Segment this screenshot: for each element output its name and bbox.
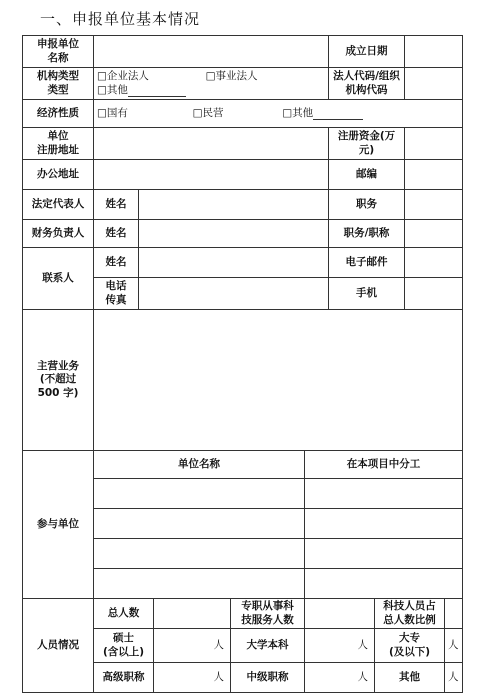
finance-head-position-label: 职务/职称 xyxy=(329,220,405,248)
checkbox-private[interactable]: □民营 xyxy=(192,106,224,119)
participant-name-cell[interactable] xyxy=(94,539,305,569)
senior-title-count[interactable]: 人 xyxy=(154,663,231,693)
legal-rep-position-field[interactable] xyxy=(405,190,463,220)
registered-capital-label: 注册资金(万元) xyxy=(329,128,405,160)
contact-mobile-field[interactable] xyxy=(405,278,463,310)
legal-rep-position-label: 职务 xyxy=(329,190,405,220)
college-degree-count[interactable]: 人 xyxy=(445,629,463,663)
tech-staff-ratio-field[interactable] xyxy=(445,599,463,629)
other-type-blank[interactable] xyxy=(128,86,186,97)
participant-name-cell[interactable] xyxy=(94,569,305,599)
participant-role-cell[interactable] xyxy=(305,569,463,599)
middle-title-count[interactable]: 人 xyxy=(305,663,375,693)
office-address-field[interactable] xyxy=(94,160,329,190)
legal-representative-label: 法定代表人 xyxy=(23,190,94,220)
contact-mobile-label: 手机 xyxy=(329,278,405,310)
other-title-label: 其他 xyxy=(375,663,445,693)
main-business-field[interactable] xyxy=(94,310,463,451)
total-staff-field[interactable] xyxy=(154,599,231,629)
registered-address-label: 单位 注册地址 xyxy=(23,128,94,160)
other-title-count[interactable]: 人 xyxy=(445,663,463,693)
org-type-options xyxy=(94,68,329,100)
contact-phone-fax-label: 电话 传真 xyxy=(94,278,139,310)
basic-info-table xyxy=(22,35,463,693)
tech-service-staff-label: 专职从事科 技服务人数 xyxy=(231,599,305,629)
finance-head-label: 财务负责人 xyxy=(23,220,94,248)
contact-person-label: 联系人 xyxy=(23,248,94,310)
participant-role-header: 在本项目中分工 xyxy=(305,451,463,479)
master-degree-count[interactable]: 人 xyxy=(154,629,231,663)
middle-title-label: 中级职称 xyxy=(231,663,305,693)
unit-name-label: 申报单位 名称 xyxy=(23,36,94,68)
legal-rep-name-label: 姓名 xyxy=(94,190,139,220)
contact-email-field[interactable] xyxy=(405,248,463,278)
registered-address-field[interactable] xyxy=(94,128,329,160)
finance-head-name-field[interactable] xyxy=(139,220,329,248)
legal-code-label: 法人代码/组织 机构代码 xyxy=(329,68,405,100)
participant-name-cell[interactable] xyxy=(94,479,305,509)
staff-info-label: 人员情况 xyxy=(23,599,94,693)
checkbox-state-owned[interactable]: □国有 xyxy=(97,106,128,119)
tech-service-staff-field[interactable] xyxy=(305,599,375,629)
total-staff-label: 总人数 xyxy=(94,599,154,629)
main-business-label: 主营业务 (不超过 500 字) xyxy=(23,310,94,451)
college-degree-label: 大专 (及以下) xyxy=(375,629,445,663)
master-degree-label: 硕士 (含以上) xyxy=(94,629,154,663)
unit-name-field[interactable] xyxy=(94,36,329,68)
participant-role-cell[interactable] xyxy=(305,509,463,539)
legal-rep-name-field[interactable] xyxy=(139,190,329,220)
contact-phone-fax-field[interactable] xyxy=(139,278,329,310)
contact-name-field[interactable] xyxy=(139,248,329,278)
contact-email-label: 电子邮件 xyxy=(329,248,405,278)
participant-role-cell[interactable] xyxy=(305,479,463,509)
finance-head-name-label: 姓名 xyxy=(94,220,139,248)
senior-title-label: 高级职称 xyxy=(94,663,154,693)
participating-units-label: 参与单位 xyxy=(23,451,94,599)
checkbox-enterprise-legal[interactable]: □企业法人 xyxy=(97,70,149,83)
org-type-label: 机构类型 类型 xyxy=(23,68,94,100)
other-nature-blank[interactable] xyxy=(313,109,363,120)
founding-date-field[interactable] xyxy=(405,36,463,68)
founding-date-label: 成立日期 xyxy=(329,36,405,68)
tech-staff-ratio-label: 科技人员占 总人数比例 xyxy=(375,599,445,629)
contact-name-label: 姓名 xyxy=(94,248,139,278)
bachelor-degree-count[interactable]: 人 xyxy=(305,629,375,663)
checkbox-other-nature[interactable]: □其他 xyxy=(282,106,314,119)
office-address-label: 办公地址 xyxy=(23,160,94,190)
participant-role-cell[interactable] xyxy=(305,539,463,569)
postcode-label: 邮编 xyxy=(329,160,405,190)
registered-capital-field[interactable] xyxy=(405,128,463,160)
section-title: 一、申报单位基本情况 xyxy=(40,10,201,28)
checkbox-other-type[interactable]: □其他 xyxy=(97,83,128,96)
postcode-field[interactable] xyxy=(405,160,463,190)
legal-code-field[interactable] xyxy=(405,68,463,100)
bachelor-degree-label: 大学本科 xyxy=(231,629,305,663)
finance-head-position-field[interactable] xyxy=(405,220,463,248)
checkbox-institution-legal[interactable]: □事业法人 xyxy=(205,70,258,83)
participant-name-cell[interactable] xyxy=(94,509,305,539)
participant-name-header: 单位名称 xyxy=(94,451,305,479)
economic-nature-label: 经济性质 xyxy=(23,100,94,128)
economic-nature-options xyxy=(94,100,463,128)
